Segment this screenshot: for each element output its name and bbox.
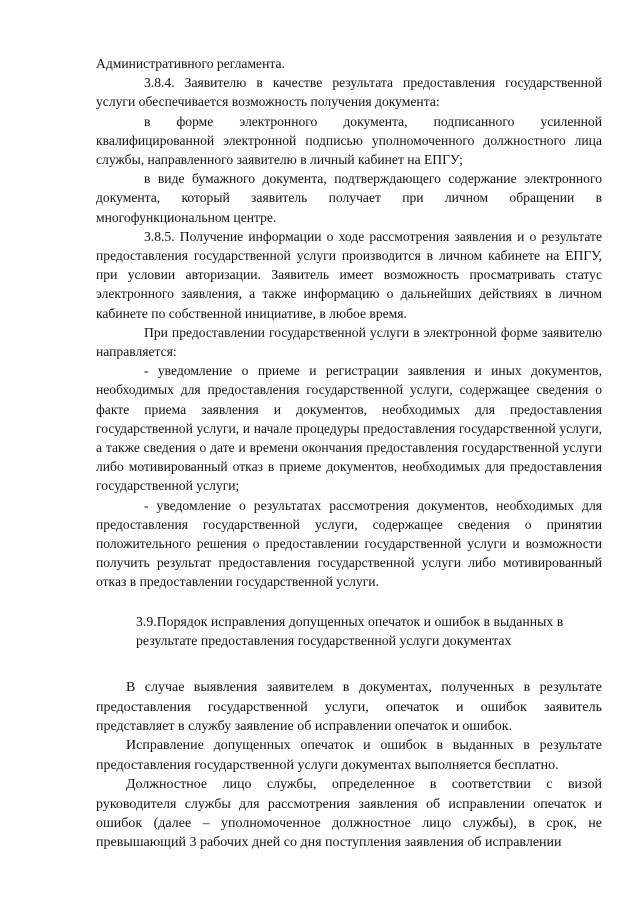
section-heading-3-9: 3.9.Порядок исправления допущенных опечаток и ошибок в выданных в результате предоставления государственной услуги документах (136, 613, 564, 648)
paragraph-free-correction: Исправление допущенных опечаток и ошибок в выданных в результате предоставления государственной услуги документах выполняется бесплатно. (96, 738, 602, 773)
paragraph-official-review: Должностное лицо службы, определенное в соответствии с визой руководителя службы для рассмотрения заявления об исправлении опечаток и ошибок (далее – уполномоченное должностное лицо службы), в срок, не превышающий 3 рабочих дней со дня поступления заявления об исправлении (96, 777, 602, 851)
section-3-9-body (96, 678, 602, 853)
document-page (96, 54, 602, 853)
paragraph-notification-results: - уведомление о результатах рассмотрения документов, необходимых для предоставления государственной услуги, содержащее сведения о принятии положительного решения о предоставлении государственной услуги и возможности получить результат предоставления государственной услуги либо мотивированный отказ в предоставлении государственной услуги. (96, 497, 602, 590)
paragraph-notification-receipt: - уведомление о приеме и регистрации заявления и иных документов, необходимых для предоставления государственной услуги, содержащее сведения о факте приема заявления и документов, необходимых для предоставления государственной услуги, и начале процедуры предоставления государственной услуги, а также сведения о дате и времени окончания предоставления государственной услуги либо мотивированный отказ в приеме документов, необходимых для предоставления государственной услуги; (96, 363, 602, 494)
paragraph-error-detection: В случае выявления заявителем в документах, полученных в результате предоставления государственной услуги, опечаток и ошибок заявитель представляет в службу заявление об исправлении опечаток и ошибок. (96, 680, 602, 734)
paragraph-paper-form: в виде бумажного документа, подтверждающего содержание электронного документа, который заявитель получает при личном обращении в многофункциональном центре. (96, 171, 602, 225)
paragraph-3-8-5: 3.8.5. Получение информации о ходе рассмотрения заявления и о результате предоставления государственной услуги производится в личном кабинете на ЕПГУ, при условии авторизации. Заявитель имеет возможность просматривать статус электронного заявления, а также информацию о дальнейших действиях в личном кабинете по собственной инициативе, в любое время. (96, 228, 602, 321)
paragraph-regulation-end: Административного регламента. (96, 56, 285, 71)
paragraph-3-8-4: 3.8.4. Заявителю в качестве результата предоставления государственной услуги обеспечивается возможность получения документа: (96, 75, 602, 110)
paragraph-notifications-intro: При предоставлении государственной услуги в электронной форме заявителю направляется: (96, 324, 602, 360)
paragraph-electronic-form: в форме электронного документа, подписанного усиленной квалифицированной электронной подписью уполномоченного должностного лица службы, направленного заявителю в личный кабинет на ЕПГУ; (96, 113, 602, 168)
